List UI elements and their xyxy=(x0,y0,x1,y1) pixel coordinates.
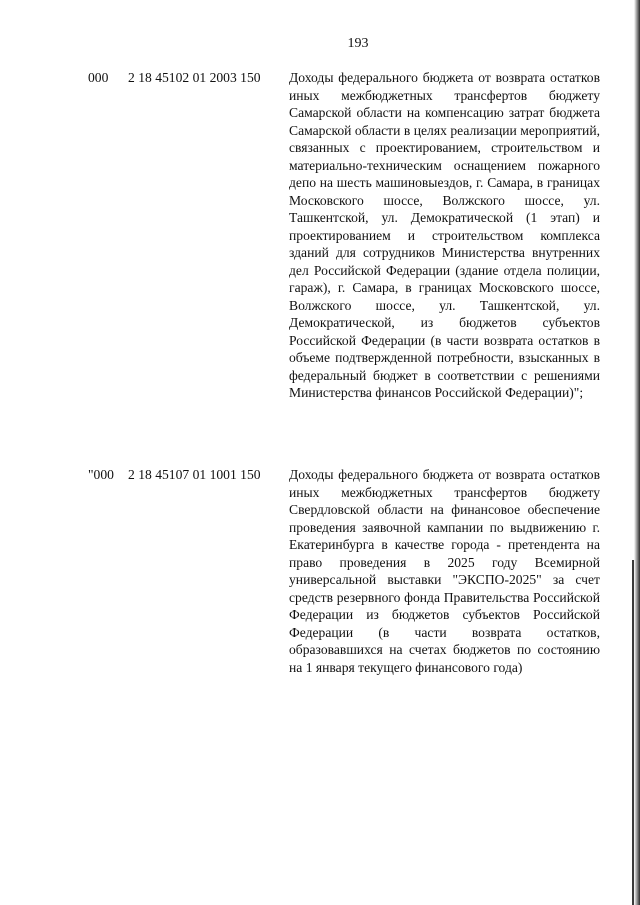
budget-classification-code: 2 18 45107 01 1001 150 xyxy=(128,467,261,482)
budget-classification-code: 2 18 45102 01 2003 150 xyxy=(128,70,261,85)
budget-entry xyxy=(88,69,600,402)
budget-entry xyxy=(88,466,600,676)
entry-description: Доходы федерального бюджета от возврата остатков иных межбюджетных трансфертов бюджету Самарской области на компенсацию затрат бюджета Самарской области в целях реализации мероприятий, связанных с проектированием, строительством и материально-техническим оснащением пожарного депо на шесть машиновыездов, г. Самара, в границах Московского шоссе, Волжского шоссе, ул. Ташкентской, ул. Демократической (1 этап) и проектированием и строительством комплекса зданий для сотрудников Министерства внутренних дел Российской Федерации (здание отдела полиции, гараж), г. Самара, в границах Московского шоссе, Волжского шоссе, ул. Ташкентской, ул. Демократической, из бюджетов субъектов Российской Федерации (в части возврата остатков в объеме подтвержденной потребности, взысканных в федеральный бюджет в соответствии с решениями Министерства финансов Российской Федерации)"; xyxy=(289,70,600,400)
admin-code: 000 xyxy=(88,70,109,85)
scan-edge-line xyxy=(632,560,634,905)
page-number: 193 xyxy=(347,36,369,51)
admin-code: "000 xyxy=(88,467,114,482)
entry-description: Доходы федерального бюджета от возврата остатков иных межбюджетных трансфертов бюджету Свердловской области на финансовое обеспечение проведения заявочной кампании по выдвижению г. Екатеринбурга в качестве города - претендента на право проведения в 2025 году Всемирной универсальной выставки "ЭКСПО-2025" за счет средств резервного фонда Правительства Российской Федерации из бюджетов субъектов Российской Федерации (в части возврата остатков, образовавшихся на счетах бюджетов по состоянию на 1 января текущего финансового года) xyxy=(289,467,600,675)
scan-edge-shadow xyxy=(634,0,640,905)
